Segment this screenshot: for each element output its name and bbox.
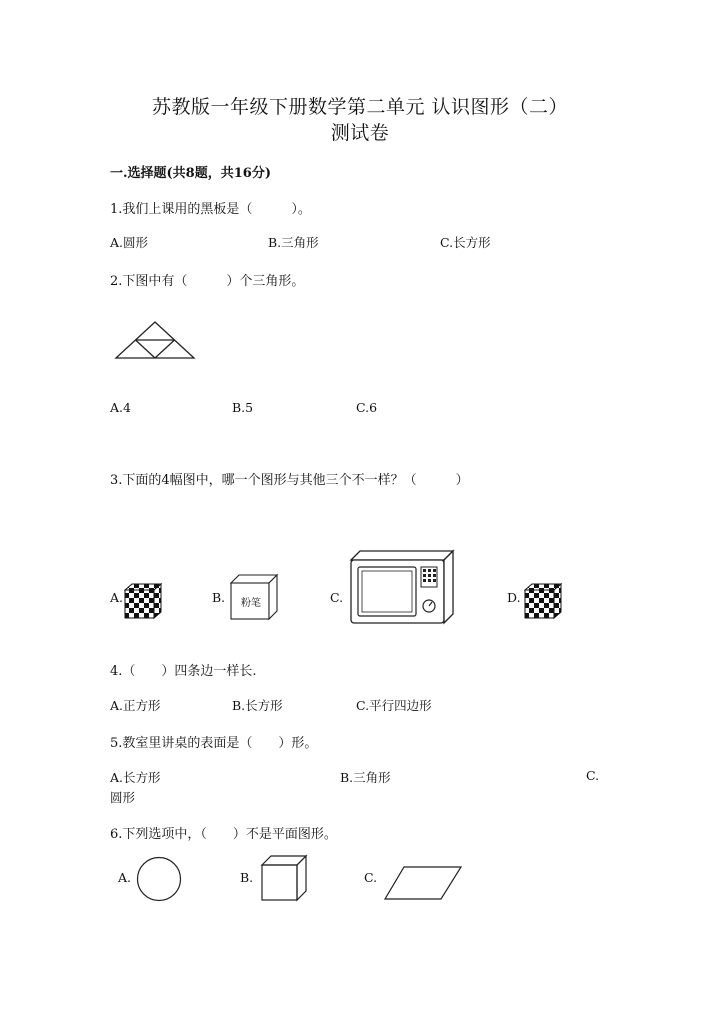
q1-option-b[interactable]: B.三角形 (268, 235, 319, 250)
checkered-cube-d-icon (524, 583, 562, 619)
q6-option-b[interactable]: B. (240, 870, 254, 885)
q5-option-a[interactable]: A.长方形 (110, 770, 161, 785)
checkered-cube-a-icon (124, 583, 162, 619)
question-4: 4.（ ）四条边一样长. (110, 664, 257, 679)
section-header: 一.选择题(共8题，共16分) (110, 166, 271, 181)
q1-option-c[interactable]: C.长方形 (440, 235, 491, 250)
q5-option-c-text: 圆形 (110, 790, 136, 805)
q4-option-c[interactable]: C.平行四边形 (356, 698, 432, 713)
q2-option-a[interactable]: A.4 (110, 400, 131, 415)
q4-option-a[interactable]: A.正方形 (110, 698, 161, 713)
triangle-figure (114, 320, 196, 360)
q3-option-d[interactable]: D. (507, 590, 521, 605)
question-5: 5.教室里讲桌的表面是（ ）形。 (110, 736, 318, 751)
q6-option-c[interactable]: C. (364, 870, 378, 885)
microwave-icon (350, 550, 454, 624)
question-6: 6.下列选项中，（ ）不是平面图形。 (110, 827, 337, 842)
q3-option-b[interactable]: B. (212, 590, 226, 605)
question-2: 2.下图中有（ ）个三角形。 (110, 274, 305, 289)
q2-option-b[interactable]: B.5 (232, 400, 254, 415)
q3-option-c[interactable]: C. (330, 590, 344, 605)
q3-option-a[interactable]: A. (110, 590, 124, 605)
q4-option-b[interactable]: B.长方形 (232, 698, 283, 713)
question-1: 1.我们上课用的黑板是（ ）。 (110, 202, 311, 217)
q6-option-a[interactable]: A. (118, 870, 132, 885)
cube-shape-icon (261, 855, 307, 901)
q2-option-c[interactable]: C.6 (356, 400, 378, 415)
page-title: 苏教版一年级下册数学第二单元 认识图形（二） (151, 96, 569, 118)
parallelogram-shape-icon (384, 866, 462, 900)
q5-option-b[interactable]: B.三角形 (340, 770, 391, 785)
circle-shape-icon (136, 856, 182, 902)
q5-option-c[interactable]: C. (586, 768, 600, 783)
question-3: 3.下面的4幅图中，哪一个图形与其他三个不一样？（ ） (110, 473, 469, 488)
chalk-box-label: 粉笔 (241, 598, 261, 609)
page-title-line2: 测试卷 (330, 122, 390, 144)
q1-option-a[interactable]: A.圆形 (110, 235, 149, 250)
